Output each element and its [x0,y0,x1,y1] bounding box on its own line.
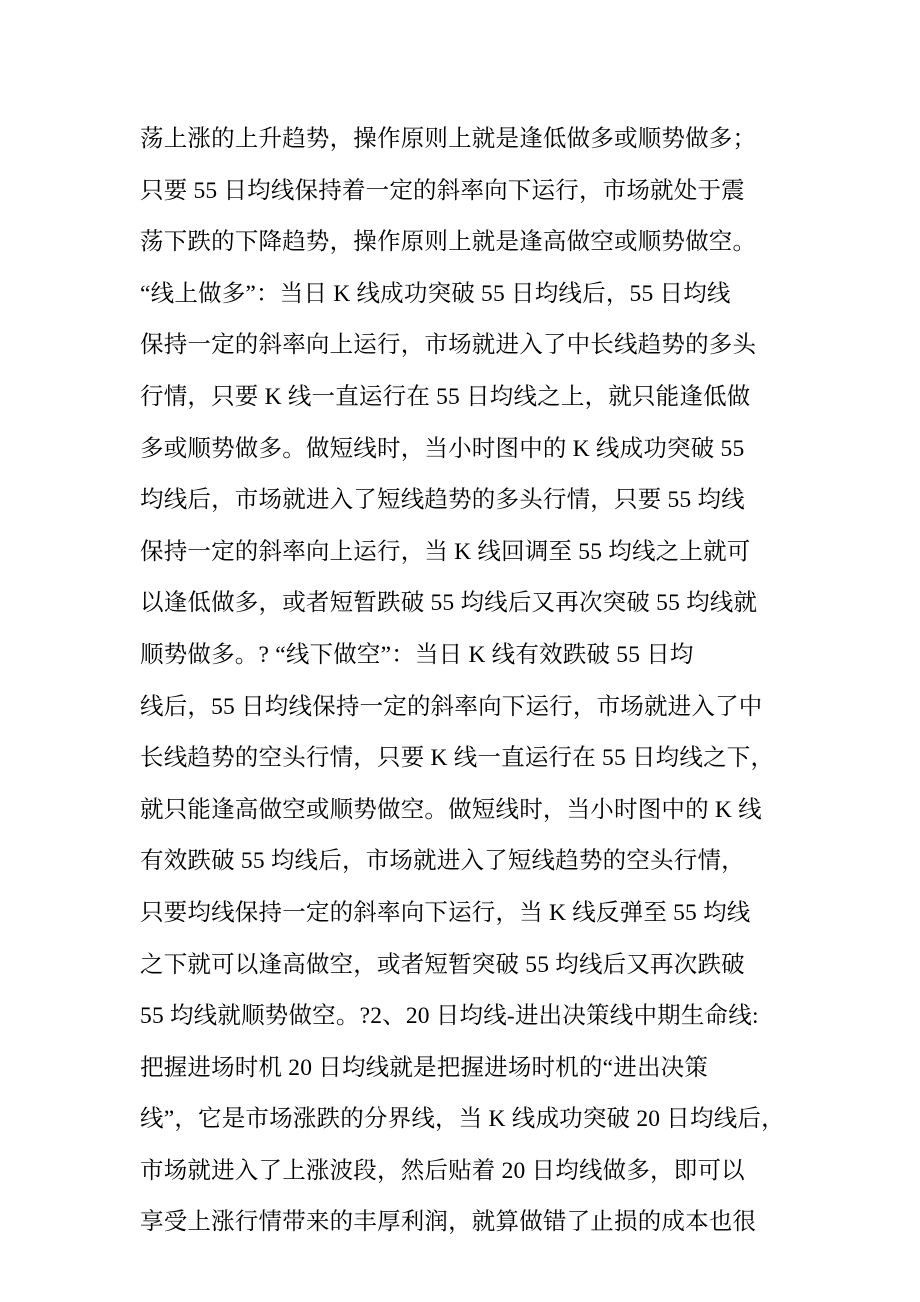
text-line-17: 之下就可以逢高做空，或者短暂突破 55 均线后又再次跌破 [140,951,745,978]
text-line-4: “线上做多”：当日 K 线成功突破 55 日均线后，55 日均线 [140,280,731,307]
text-line-6: 行情，只要 K 线一直运行在 55 日均线之上，就只能逢低做 [140,383,751,410]
text-line-3: 荡下跌的下降趋势，操作原则上就是逢高做空或顺势做空。 [140,229,757,256]
text-line-9: 保持一定的斜率向上运行，当 K 线回调至 55 均线之上就可 [140,538,751,565]
text-line-10: 以逢低做多，或者短暂跌破 55 均线后又再次突破 55 均线就 [140,590,758,617]
text-line-5: 保持一定的斜率向上运行，市场就进入了中长线趋势的多头 [140,332,757,359]
text-line-21: 市场就进入了上涨波段，然后贴着 20 日均线做多，即可以 [140,1157,745,1184]
text-line-2: 只要 55 日均线保持着一定的斜率向下运行，市场就处于震 [140,177,745,204]
text-line-14: 就只能逢高做空或顺势做空。做短线时，当小时图中的 K 线 [140,796,762,823]
text-line-16: 只要均线保持一定的斜率向下运行，当 K 线反弹至 55 均线 [140,899,751,926]
text-line-12: 线后，55 日均线保持一定的斜率向下运行，市场就进入了中 [140,693,763,720]
text-line-7: 多或顺势做多。做短线时，当小时图中的 K 线成功突破 55 [140,435,745,462]
text-line-13: 长线趋势的空头行情，只要 K 线一直运行在 55 日均线之下， [140,745,775,772]
text-line-18: 55 均线就顺势做空。?2、20 日均线-进出决策线中期生命线: [140,1003,759,1030]
text-line-20: 线”，它是市场涨跌的分界线，当 K 线成功突破 20 日均线后， [140,1106,785,1133]
text-line-22: 享受上涨行情带来的丰厚利润，就算做错了止损的成本也很 [140,1209,757,1236]
text-line-19: 把握进场时机 20 日均线就是把握进场时机的“进出决策 [140,1054,709,1081]
text-line-8: 均线后，市场就进入了短线趋势的多头行情，只要 55 均线 [140,487,745,514]
body-text [140,114,790,1249]
text-line-15: 有效跌破 55 均线后，市场就进入了短线趋势的空头行情， [140,848,745,875]
text-line-11: 顺势做多。? “线下做空”：当日 K 线有效跌破 55 日均 [140,641,694,668]
text-line-1: 荡上涨的上升趋势，操作原则上就是逢低做多或顺势做多； [140,126,757,152]
